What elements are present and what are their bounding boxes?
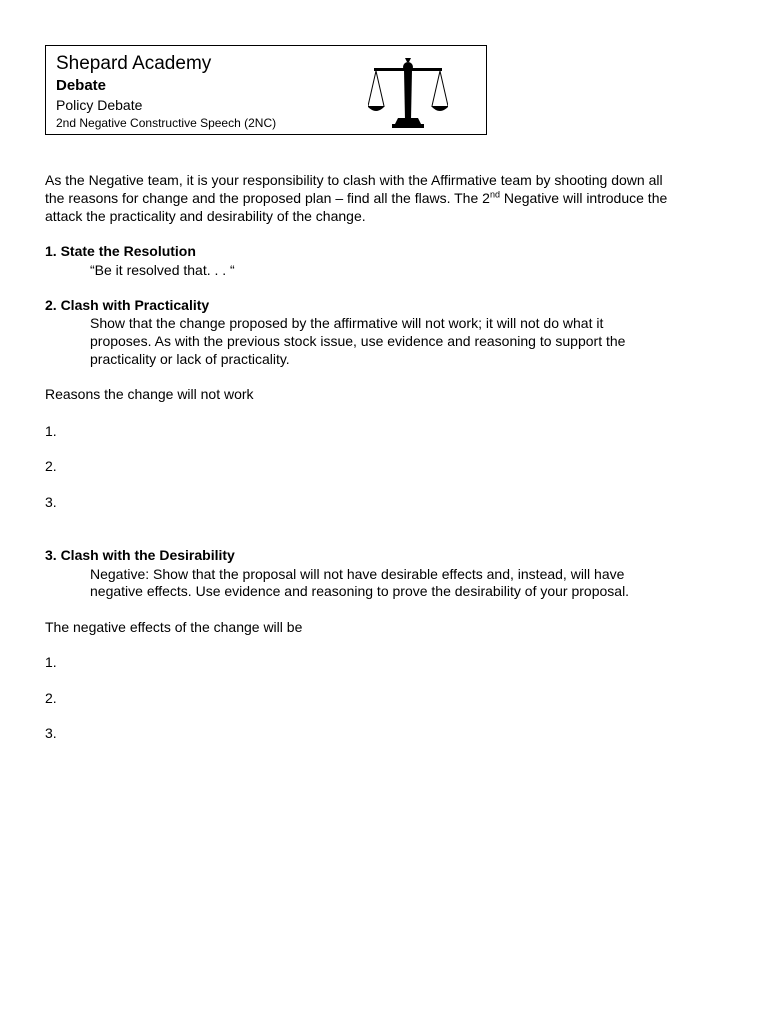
resolution-quote: “Be it resolved that. . . “ bbox=[90, 262, 235, 278]
answer-item: 1. bbox=[45, 423, 57, 439]
section2-text-line: practicality or lack of practicality. bbox=[90, 351, 290, 367]
subtitle: Policy Debate bbox=[56, 97, 143, 113]
section3-prompt: The negative effects of the change will be bbox=[45, 619, 303, 635]
section2-heading: 2. Clash with Practicality bbox=[45, 297, 210, 313]
section2-text-line: Show that the change proposed by the affirmative will not work; it will not do what it bbox=[90, 315, 604, 331]
answer-item: 2. bbox=[45, 458, 57, 474]
section3-heading: 3. Clash with the Desirability bbox=[45, 547, 235, 563]
section1-heading: 1. State the Resolution bbox=[45, 243, 196, 259]
subject-title: Debate bbox=[56, 77, 107, 94]
section2-text-line: proposes. As with the previous stock issue, use evidence and reasoning to support the bbox=[90, 333, 626, 349]
section3-text-line: negative effects. Use evidence and reasoning to prove the desirability of your proposal. bbox=[90, 583, 630, 599]
section2-prompt: Reasons the change will not work bbox=[45, 386, 254, 402]
school-name: Shepard Academy bbox=[56, 53, 212, 74]
answer-item: 3. bbox=[45, 494, 57, 510]
speech-title: 2nd Negative Constructive Speech (2NC) bbox=[56, 116, 277, 130]
intro-line-3: attack the practicality and desirability of the change. bbox=[45, 208, 366, 224]
intro-line-2: the reasons for change and the proposed plan – find all the flaws. The 2nd Negative will introduce the bbox=[45, 189, 668, 206]
intro-line-1: As the Negative team, it is your responsibility to clash with the Affirmative team by shooting down all bbox=[45, 172, 663, 188]
answer-item: 3. bbox=[45, 725, 57, 741]
header-box bbox=[45, 45, 487, 135]
scales-of-justice-icon bbox=[368, 56, 448, 130]
answer-item: 2. bbox=[45, 690, 57, 706]
section3-text-line: Negative: Show that the proposal will not have desirable effects and, instead, will have bbox=[90, 566, 625, 582]
answer-item: 1. bbox=[45, 654, 57, 670]
